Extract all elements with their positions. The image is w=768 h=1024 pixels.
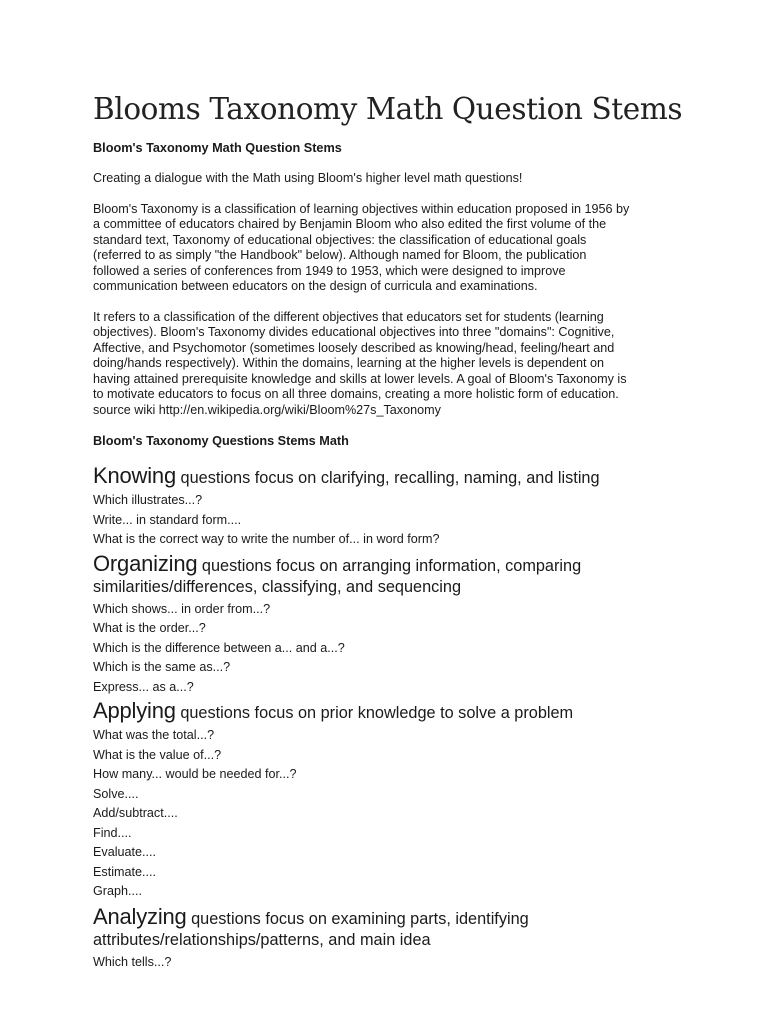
domains-paragraph [93, 310, 693, 419]
definition-paragraph [93, 202, 693, 295]
paragraph-line: communication between educators on the design of curricula and examinations. [93, 279, 538, 293]
section-keyword: Applying [93, 698, 176, 723]
document-subheading: Bloom's Taxonomy Math Question Stems [93, 141, 342, 155]
stems-subheading: Bloom's Taxonomy Questions Stems Math [93, 434, 349, 448]
section-analyzing-heading [93, 903, 693, 951]
paragraph-line: standard text, Taxonomy of educational objectives: the classification of educational goals [93, 232, 587, 247]
list-item: Add/subtract.... [93, 806, 178, 820]
list-item: What is the order...? [93, 621, 206, 635]
paragraph-line: having attained prerequisite knowledge and skills at lower levels. A goal of Bloom's Taxonomy is [93, 371, 627, 386]
list-item: What was the total...? [93, 728, 215, 742]
list-item: Find.... [93, 825, 132, 840]
paragraph-line: objectives). Bloom's Taxonomy divides educational objectives into three "domains": Cognitive, [93, 325, 615, 339]
organizing-stems-list [93, 600, 693, 698]
section-description: questions focus on examining parts, identifying [186, 909, 529, 928]
section-keyword: Knowing [93, 463, 176, 488]
section-description-cont: similarities/differences, classifying, and sequencing [93, 577, 462, 596]
section-description-cont: attributes/relationships/patterns, and main idea [93, 930, 431, 949]
intro-paragraph: Creating a dialogue with the Math using Bloom's higher level math questions! [93, 171, 523, 185]
list-item: Estimate.... [93, 864, 156, 879]
list-item: Which is the same as...? [93, 660, 231, 674]
section-keyword: Organizing [93, 550, 198, 576]
analyzing-stems-list [93, 953, 693, 973]
section-applying-heading [93, 700, 693, 724]
paragraph-line: (referred to as simply "the Handbook" below). Although named for Bloom, the publication [93, 248, 587, 262]
section-keyword: Analyzing [93, 903, 187, 929]
list-item: Which is the difference between a... and a...? [93, 640, 345, 655]
paragraph-line: Bloom's Taxonomy is a classification of learning objectives within education proposed in 1956 by [93, 201, 630, 216]
list-item: Evaluate.... [93, 845, 157, 859]
paragraph-line: It refers to a classification of the different objectives that educators set for students (learning [93, 309, 604, 324]
section-description: questions focus on clarifying, recalling, naming, and listing [176, 469, 600, 487]
list-item: What is the value of...? [93, 747, 222, 762]
knowing-stems-list [93, 491, 693, 550]
applying-stems-list [93, 726, 693, 902]
paragraph-line: followed a series of conferences from 1949 to 1953, which were designed to improve [93, 263, 566, 278]
section-knowing-heading [93, 465, 693, 489]
document-page [93, 92, 693, 972]
list-item: What is the correct way to write the number of... in word form? [93, 532, 440, 546]
list-item: Which shows... in order from...? [93, 601, 271, 616]
list-item: Which illustrates...? [93, 493, 203, 507]
list-item: Solve.... [93, 786, 139, 801]
paragraph-line: Affective, and Psychomotor (sometimes loosely described as knowing/head, feeling/heart and [93, 340, 615, 355]
section-description: questions focus on prior knowledge to solve a problem [175, 704, 574, 722]
source-link-line: source wiki http://en.wikipedia.org/wiki/Bloom%27s_Taxonomy [93, 402, 441, 417]
paragraph-line: to motivate educators to focus on all three domains, creating a more holistic form of education. [93, 387, 619, 401]
section-description: questions focus on arranging information, comparing [197, 556, 582, 575]
page-title: Blooms Taxonomy Math Question Stems [93, 92, 683, 126]
paragraph-line: a committee of educators chaired by Benjamin Bloom who also edited the first volume of the [93, 217, 607, 231]
paragraph-line: doing/hands respectively). Within the domains, learning at the higher levels is dependent on [93, 356, 605, 370]
list-item: Graph.... [93, 884, 142, 898]
list-item: Write... in standard form.... [93, 512, 242, 527]
list-item: Express... as a...? [93, 679, 194, 694]
list-item: Which tells...? [93, 954, 172, 969]
section-organizing-heading [93, 550, 693, 598]
list-item: How many... would be needed for...? [93, 767, 297, 781]
